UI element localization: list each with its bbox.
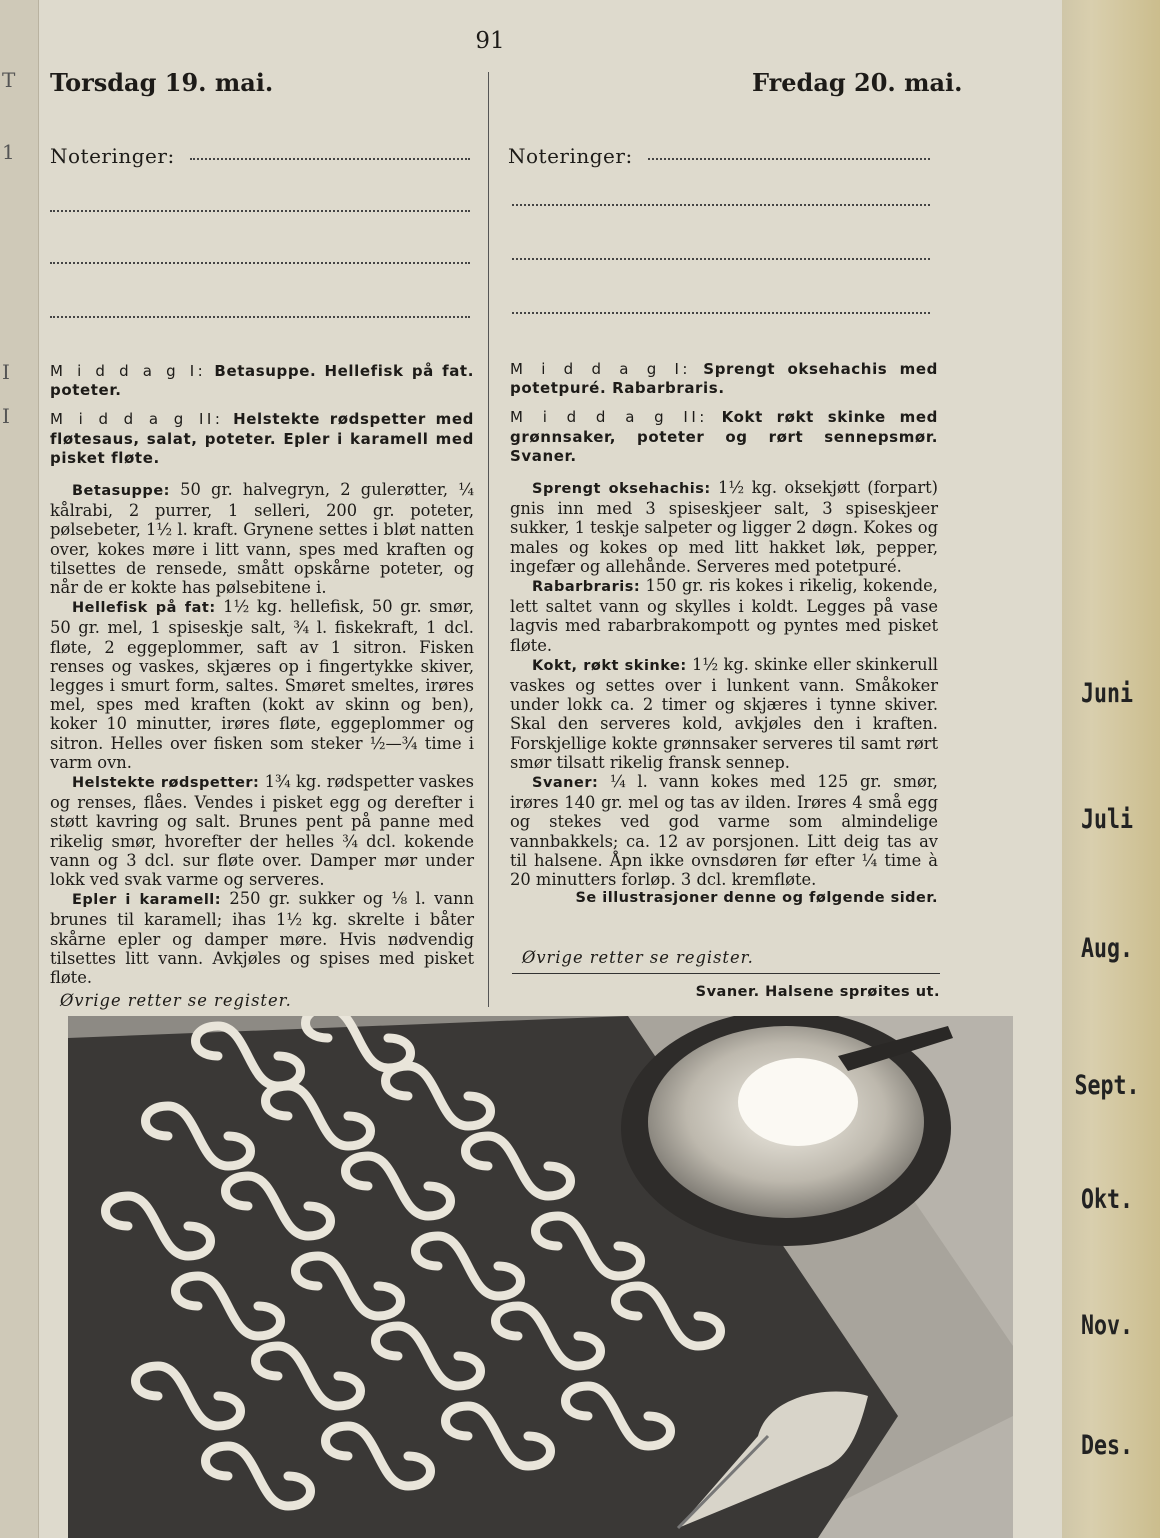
thursday-middag-1: M i d d a g I: Betasuppe. Hellefisk på fat. poteter. [50, 362, 474, 400]
thursday-notes-line-3[interactable] [50, 262, 470, 264]
friday-notes-line-2[interactable] [512, 204, 930, 206]
friday-middag-2: M i d d a g II: Kokt røkt skinke med grønnsaker, poteter og rørt sennepsmør. Svaner. [510, 408, 938, 465]
recipe-rabarbraris: Rabarbraris: 150 gr. ris kokes i rikelig, kokende, lett saltet vann og skylles i koldt. Legges på vase lagvis med rabarbrakompott og pyntes med pisket fløte. [510, 576, 938, 655]
thursday-notes-line-2[interactable] [50, 210, 470, 212]
recipe-epler: Epler i karamell: 250 gr. sukker og ⅛ l. vann brunes til karamell; ihas 1½ kg. skrelte i båter skårne epler og damper møre. Hvis nødvendig tilsettes litt vann. Avkjøles og spises med pisket fløte. [50, 889, 474, 988]
friday-date-heading: Fredag 20. mai. [752, 68, 963, 97]
thursday-middag-2: M i d d a g II: Helstekte rødspetter med fløtesaus, salat, poteter. Epler i karamell med pisket fløte. [50, 410, 474, 467]
tab-sept[interactable]: Sept. [1074, 1070, 1140, 1101]
recipe-rodspetter: Helstekte rødspetter: 1¾ kg. rødspetter vaskes og renses, flåes. Vendes i pisket egg og derefter i støtt kavring og salt. Brunes pent på panne med rikelig smør, hvorefter der helles ¾ dcl. kokende vann og 3 dcl. sur fløte over. Damper mør under lokk ved svak varme og serveres. [50, 772, 475, 890]
tab-juni[interactable]: Juni [1080, 678, 1134, 709]
friday-notes-line-4[interactable] [512, 312, 930, 314]
recipe-hellefisk: Hellefisk på fat: 1½ kg. hellefisk, 50 gr. smør, 50 gr. mel, 1 spiseskje salt, ¾ l. fiskekraft, 1 dcl. fløte, 2 eggeplommer, saft av 1 sitron. Fisken renses og vaskes, skjæres op i fingertykke skiver, legges i smurt form, saltes. Smøret smeltes, irøres mel, spes med kraften (kokt av skinn og ben), koker 10 minutter, irøres fløte, eggeplommer og sitron. Helles over fisken som steker ½—¾ time i varm ovn. [50, 597, 474, 772]
thursday-notes-line-4[interactable] [50, 316, 470, 318]
friday-see-register: Øvrige retter se register. [522, 948, 754, 968]
tab-aug[interactable]: Aug. [1080, 933, 1134, 964]
recipe-svaner: Svaner: ¼ l. vann kokes med 125 gr. smør, irøres 140 gr. mel og tas av ilden. Irøres 4 små egg og stekes ved god varme som almindelige vannbakkels; ca. 12 av porsjonen. Litt deig tas av til halsene. Åpn ikke ovnsdøren før efter ¼ time à 20 minutters forløp. 3 dcl. kremfløte. [510, 772, 938, 890]
tab-des[interactable]: Des. [1080, 1430, 1134, 1461]
tab-nov[interactable]: Nov. [1080, 1310, 1134, 1341]
tab-juli[interactable]: Juli [1080, 804, 1134, 835]
svaner-photo-image [68, 1016, 1013, 1538]
month-index-tabs [1062, 0, 1160, 1538]
friday-middag-1: M i d d a g I: Sprengt oksehachis med potetpuré. Rabarbraris. [510, 360, 939, 398]
caption-rule [512, 973, 940, 974]
friday-notes-label: Noteringer: [508, 144, 633, 168]
friday-see-illustrations: Se illustrasjoner denne og følgende sider. [575, 890, 938, 907]
column-divider [488, 72, 489, 1007]
svaner-photo [68, 1016, 1013, 1538]
previous-page-edge: T 1 I I [0, 0, 39, 1538]
thursday-see-register: Øvrige retter se register. [60, 991, 292, 1011]
recipe-betasuppe: Betasuppe: 50 gr. halvegryn, 2 gulerøtter, ¼ kålrabi, 2 purrer, 1 selleri, 200 gr. poteter, pølsebeter, 1½ l. kraft. Grynene settes i bløt natten over, kokes møre i litt vann, spes med kraften og tilsettes de rensede, smått opskårne poteter, og når de er kokte has pølsebitene i. [50, 480, 474, 598]
friday-notes-line-1[interactable] [648, 158, 930, 160]
recipe-oksehachis: Sprengt oksehachis: 1½ kg. oksekjøtt (forpart) gnis inn med 3 spiseskjeer salt, 3 spiseskjeer sukker, 1 teskje salpeter og ligger 2 døgn. Kokes og males og kokes op med litt hakket løk, pepper, ingefær og allehånde. Serveres med potetpuré. [510, 478, 938, 576]
thursday-notes-label: Noteringer: [50, 144, 175, 168]
friday-notes-line-3[interactable] [512, 258, 930, 260]
friday-column [510, 360, 938, 968]
recipe-skinke: Kokt, røkt skinke: 1½ kg. skinke eller skinkerull vaskes og settes over i lunkent vann. Småkoker under lokk ca. 2 timer og skjæres i tynne skiver. Skal den serveres kold, avkjøles den i kraften. Forskjellige kokte grønnsaker serveres til samt rørt smør tilsatt rikelig fransk sennep. [510, 654, 938, 772]
thursday-notes-line-1[interactable] [190, 158, 470, 160]
photo-caption: Svaner. Halsene sprøites ut. [695, 984, 940, 1000]
thursday-column [50, 362, 474, 1011]
page-number: 91 [475, 28, 505, 54]
tab-okt[interactable]: Okt. [1080, 1184, 1134, 1215]
thursday-date-heading: Torsdag 19. mai. [50, 68, 274, 97]
